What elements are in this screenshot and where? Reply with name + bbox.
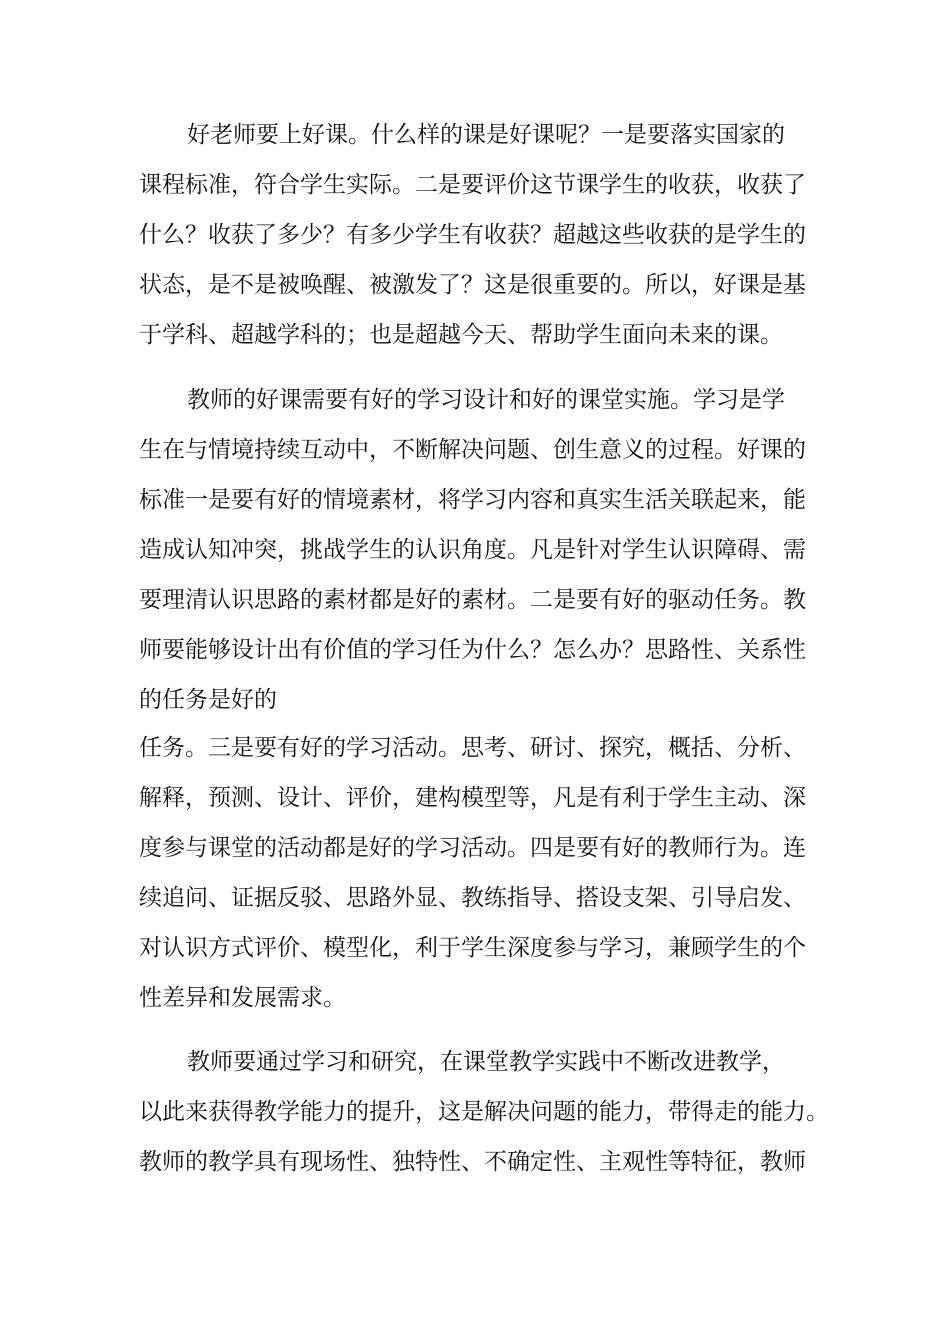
paragraph-2-line-13: 性差异和发展需求。 [139,985,346,1011]
paragraph-1-line-2: 课程标准，符合学生实际。二是要评价这节课学生的收获，收获了 [139,172,806,198]
paragraph-2-line-5: 要理清认识思路的素材都是好的素材。二是要有好的驱动任务。教 [139,587,806,613]
paragraph-2-line-10: 度参与课堂的活动都是好的学习活动。四是要有好的教师行为。连 [139,835,806,861]
paragraph-3-line-2: 以此来获得教学能力的提升，这是解决问题的能力，带得走的能力。 [139,1099,829,1125]
paragraph-2-line-6: 师要能够设计出有价值的学习任为什么？怎么办？思路性、关系性 [139,637,806,663]
paragraph-3-line-1: 教师要通过学习和研究，在课堂教学实践中不断改进教学， [187,1049,785,1075]
paragraph-2-line-12: 对认识方式评价、模型化，利于学生深度参与学习，兼顾学生的个 [139,935,806,961]
paragraph-2-line-7: 的任务是好的 [139,687,277,713]
paragraph-2-line-1: 教师的好课需要有好的学习设计和好的课堂实施。学习是学 [187,387,785,413]
paragraph-2-line-3: 标准一是要有好的情境素材，将学习内容和真实生活关联起来，能 [139,487,806,513]
paragraph-2-line-11: 续追问、证据反驳、思路外显、教练指导、搭设支架、引导启发、 [139,885,806,911]
paragraph-1-line-4: 状态，是不是被唤醒、被激发了？这是很重要的。所以，好课是基 [139,272,806,298]
paragraph-1-line-5: 于学科、超越学科的；也是超越今天、帮助学生面向未来的课。 [139,322,783,348]
paragraph-2-line-4: 造成认知冲突，挑战学生的认识角度。凡是针对学生认识障碍、需 [139,537,806,563]
paragraph-1-line-3: 什么？收获了多少？有多少学生有收获？超越这些收获的是学生的 [139,222,806,248]
paragraph-1-line-1: 好老师要上好课。什么样的课是好课呢？一是要落实国家的 [187,122,785,148]
paragraph-2-line-9: 解释，预测、设计、评价，建构模型等，凡是有利于学生主动、深 [139,785,806,811]
paragraph-2-line-8: 任务。三是要有好的学习活动。思考、研讨、探究，概括、分析、 [139,735,806,761]
paragraph-3-line-3: 教师的教学具有现场性、独特性、不确定性、主观性等特征，教师 [139,1149,806,1175]
paragraph-2-line-2: 生在与情境持续互动中，不断解决问题、创生意义的过程。好课的 [139,437,806,463]
